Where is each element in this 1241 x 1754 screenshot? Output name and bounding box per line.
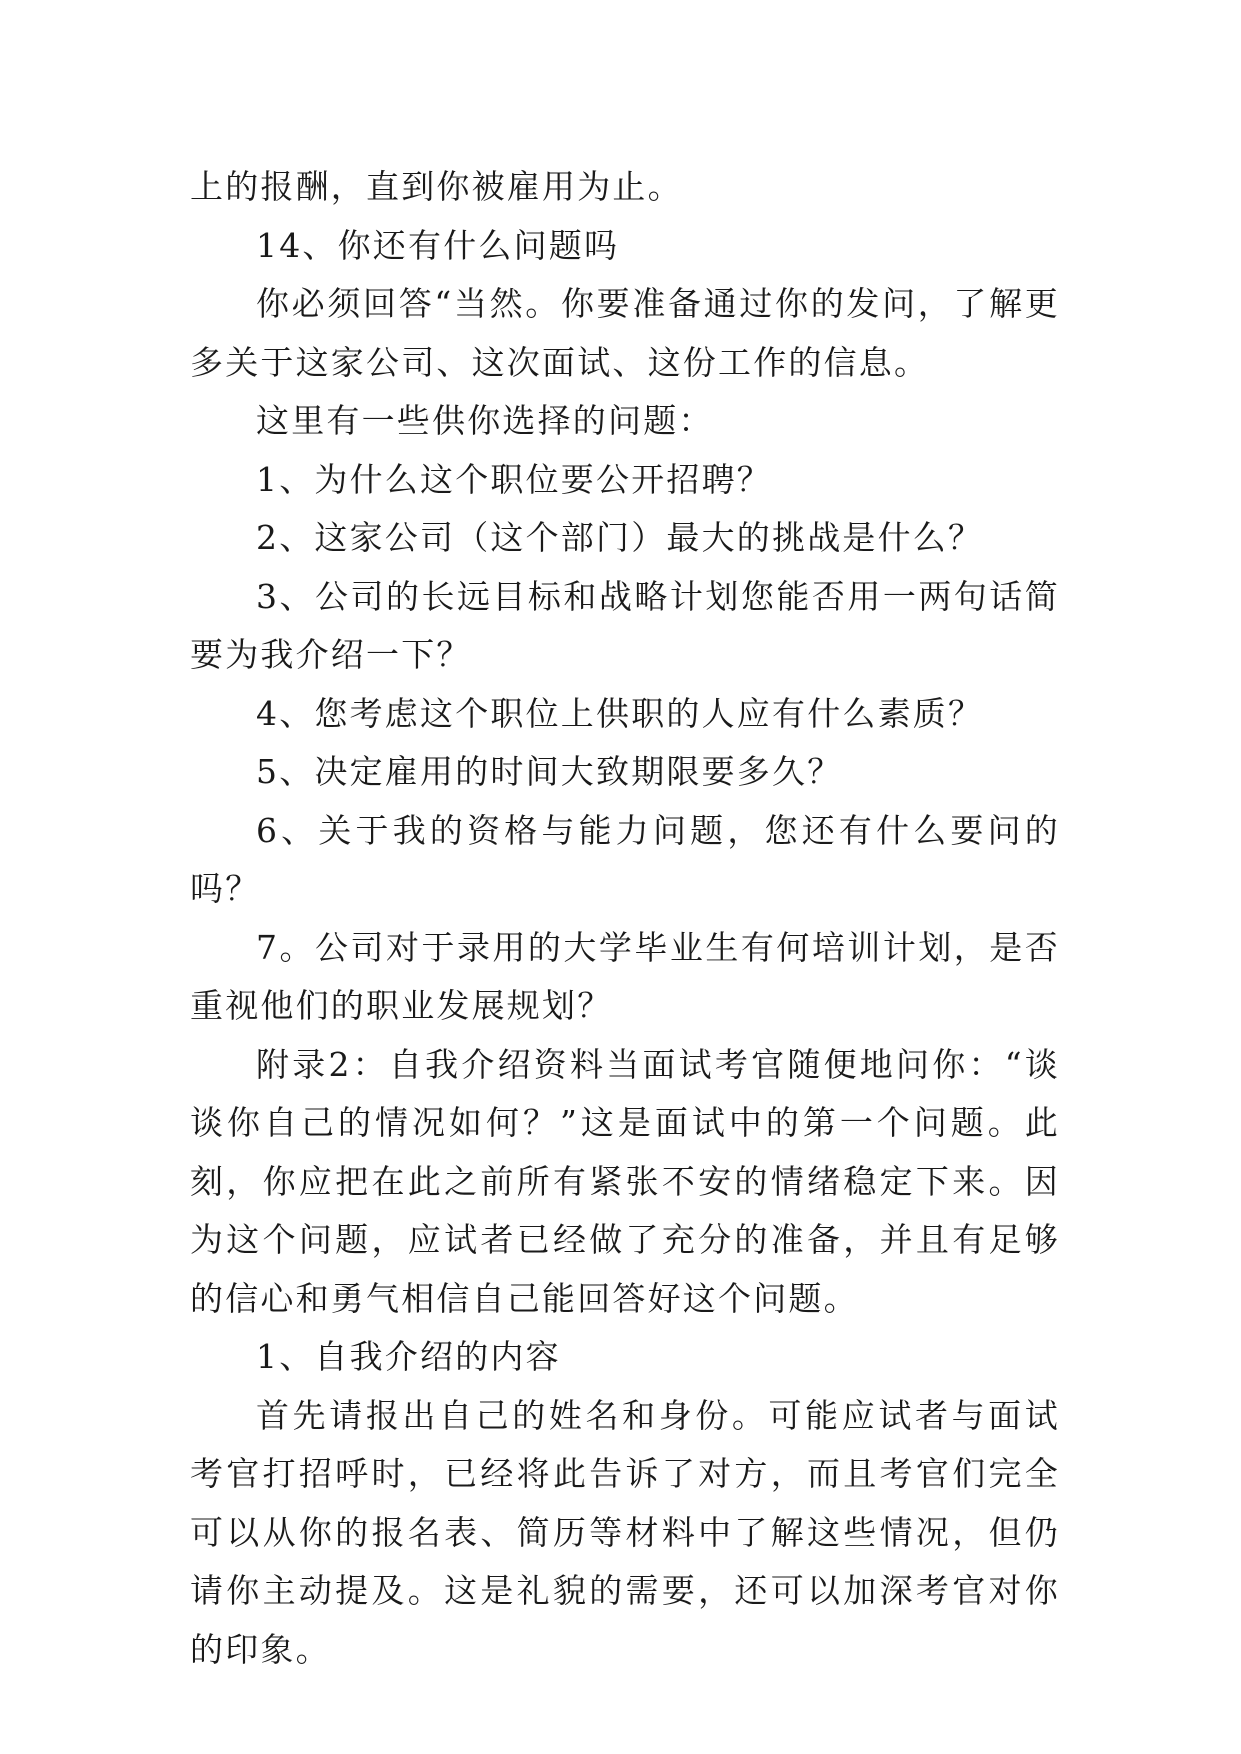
- list-item-question-1: 1、为什么这个职位要公开招聘？: [256, 459, 772, 499]
- list-item-question-7: 7。公司对于录用的大学毕业生有何培训计划，是否重视他们的职业发展规划？: [190, 927, 1060, 1025]
- list-item-question-3: 3、公司的长远目标和战略计划您能否用一两句话简要为我介绍一下？: [190, 576, 1060, 674]
- list-item-question-2: 2、这家公司（这个部门）最大的挑战是什么？: [256, 518, 984, 557]
- paragraph-continuation: 上的报酬，直到你被雇用为止。: [190, 167, 683, 206]
- question-14-heading: 14、你还有什么问题吗: [256, 225, 620, 265]
- list-item-question-6: 6、关于我的资格与能力问题，您还有什么要问的吗？: [190, 810, 1060, 908]
- paragraph-self-intro-content: 首先请报出自己的姓名和身份。可能应试者与面试考官打招呼时，已经将此告诉了对方，而且考官们完全可以从你的报名表、简历等材料中了解这些情况，但仍请你主动提及。这是礼貌的需要，还可以加深考官对你的印象。: [190, 1395, 1060, 1669]
- paragraph-intro-questions: 这里有一些供你选择的问题：: [256, 401, 714, 440]
- document-body: [190, 158, 1060, 1679]
- section-heading-self-intro: 1、自我介绍的内容: [256, 1337, 561, 1376]
- list-item-question-5: 5、决定雇用的时间大致期限要多久？: [256, 752, 843, 791]
- list-item-question-4: 4、您考虑这个职位上供职的人应有什么素质？: [256, 693, 984, 733]
- paragraph-answer: 你必须回答“当然。你要准备通过你的发问，了解更多关于这家公司、这次面试、这份工作的信息。: [190, 284, 1060, 382]
- paragraph-appendix-2: 附录2：自我介绍资料当面试考官随便地问你：“谈谈你自己的情况如何？”这是面试中的第一个问题。此刻，你应把在此之前所有紧张不安的情绪稳定下来。因为这个问题，应试者已经做了充分的准备，并且有足够的信心和勇气相信自己能回答好这个问题。: [190, 1044, 1060, 1318]
